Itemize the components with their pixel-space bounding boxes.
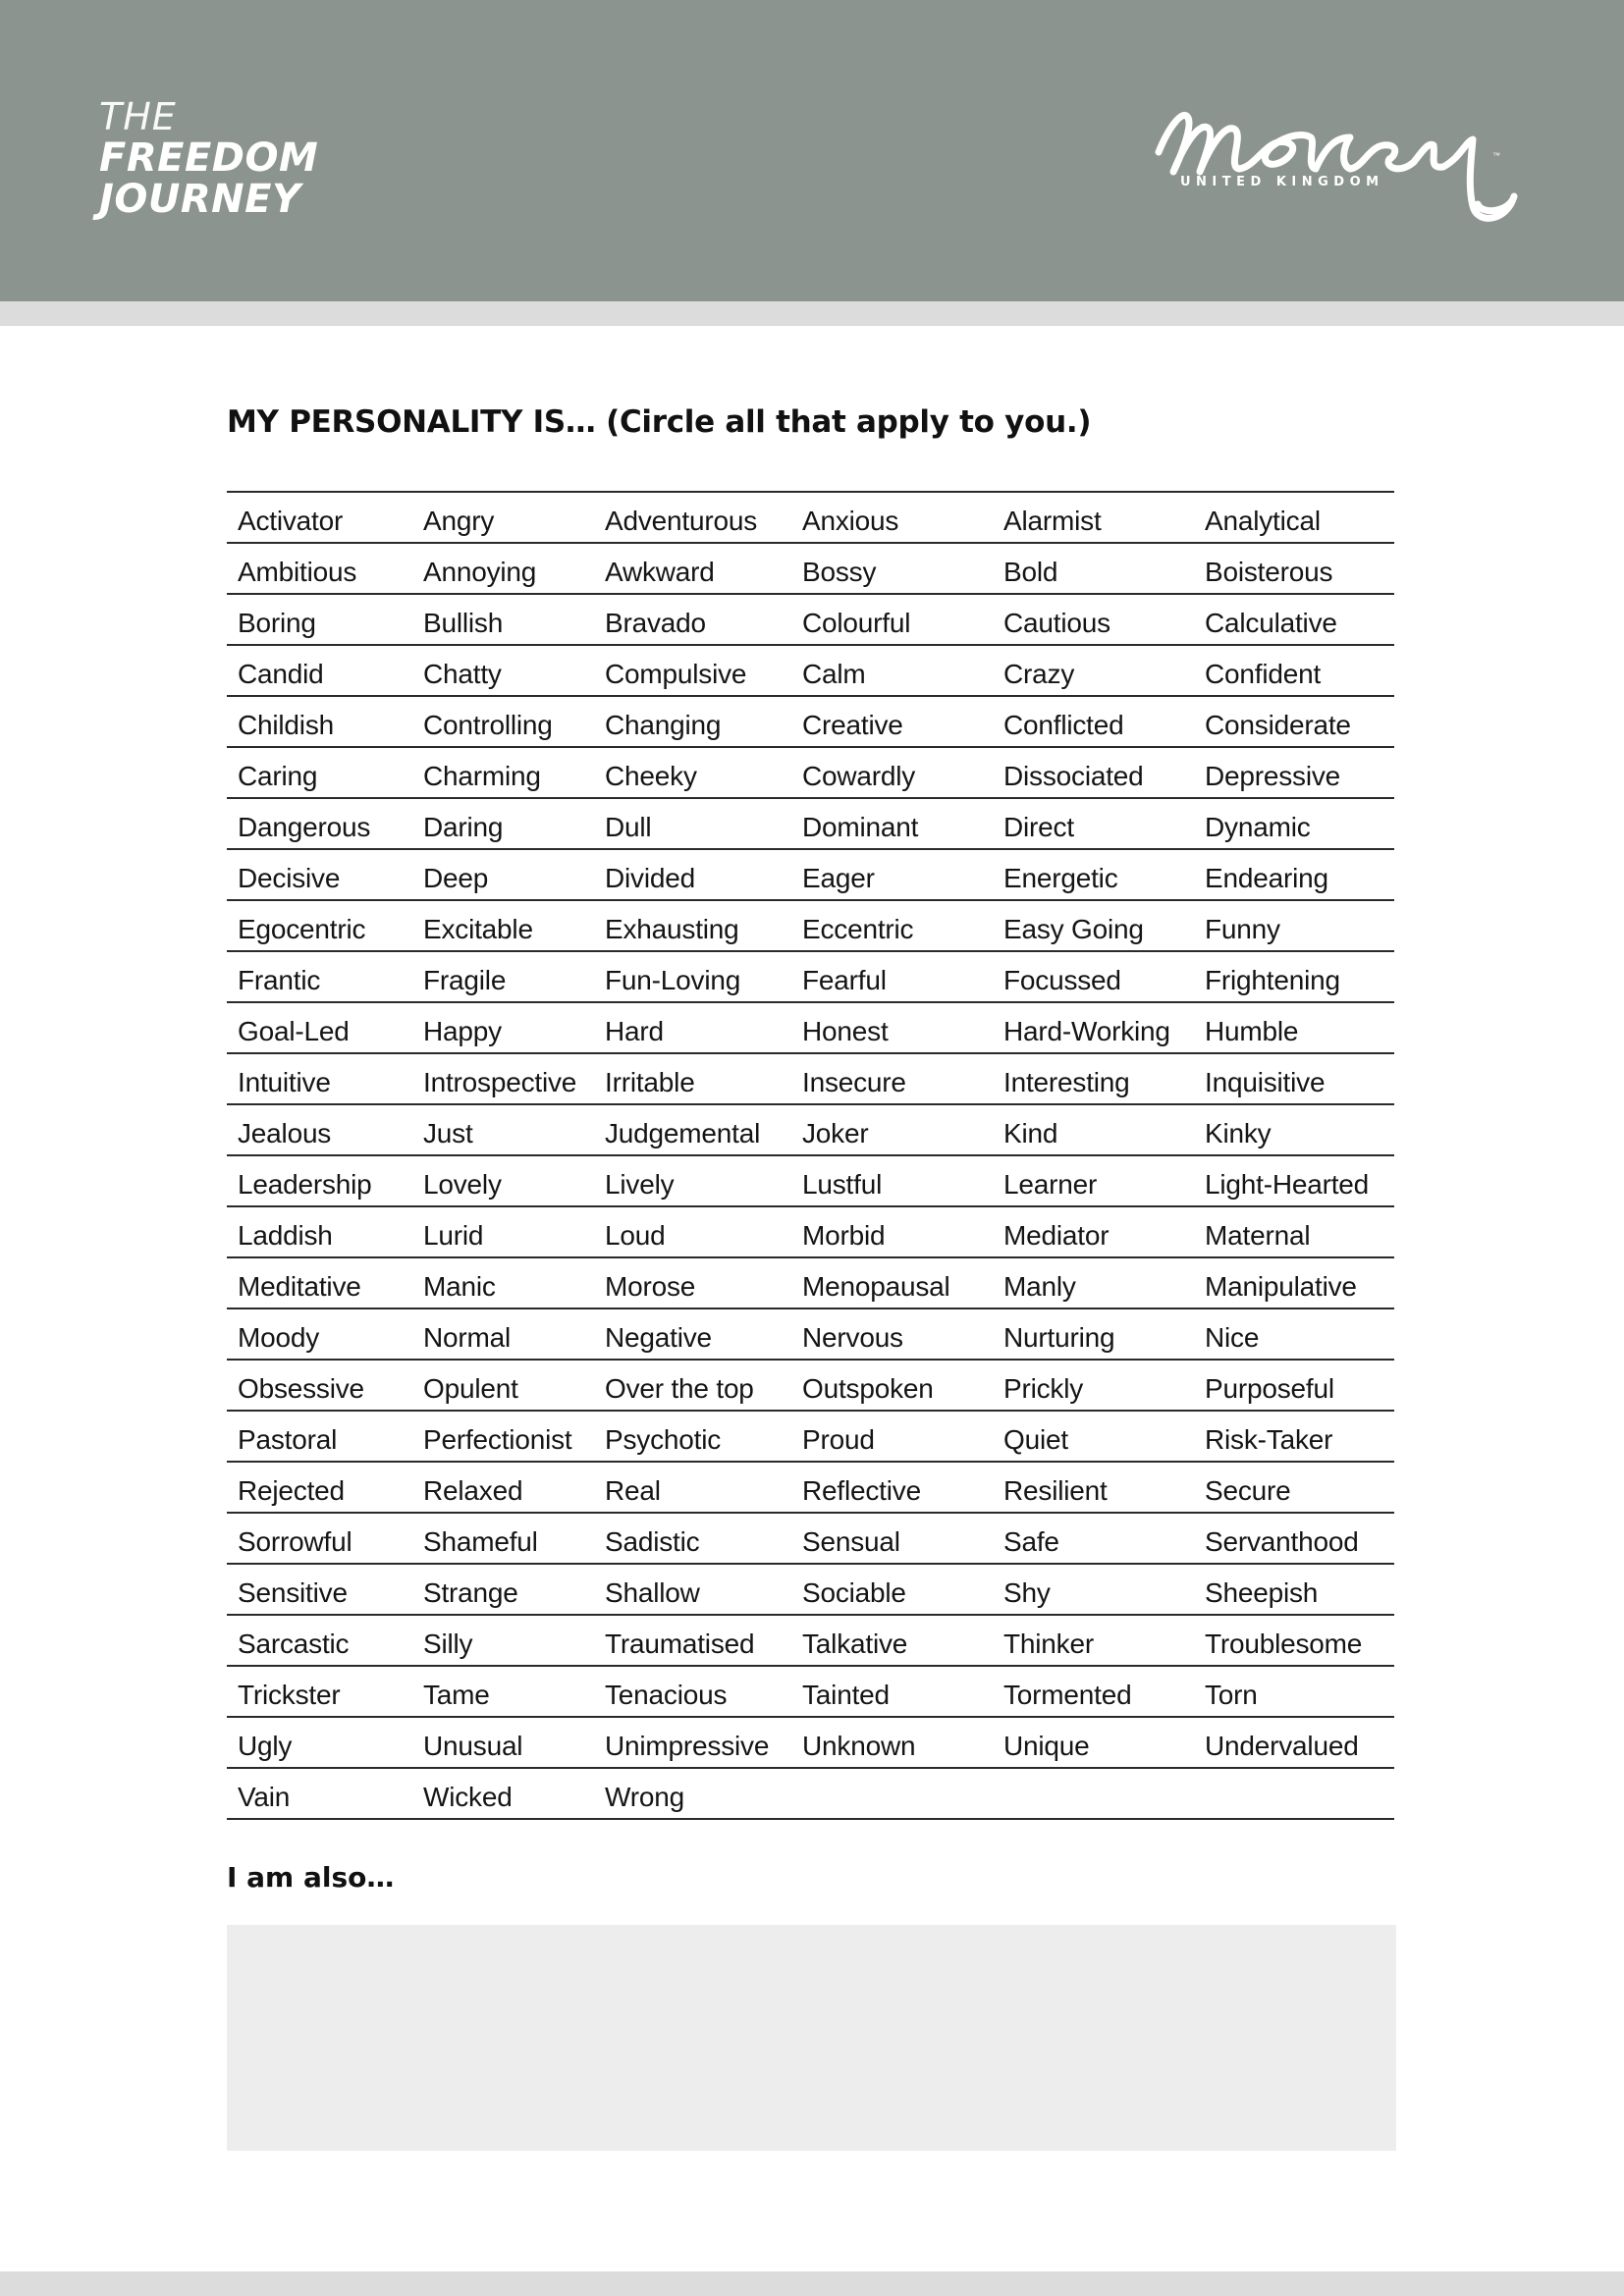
word-option[interactable]: Adventurous xyxy=(605,506,758,536)
word-row xyxy=(227,1054,1394,1105)
word-option[interactable]: Bravado xyxy=(605,608,706,638)
word-option[interactable]: Decisive xyxy=(238,863,341,893)
word-option[interactable]: Learner xyxy=(1003,1169,1098,1200)
word-row xyxy=(227,1412,1394,1463)
word-option[interactable]: Dissociated xyxy=(1003,761,1144,791)
word-option[interactable]: Troublesome xyxy=(1205,1629,1363,1659)
word-option[interactable]: Sorrowful xyxy=(238,1526,352,1557)
word-option[interactable]: Judgemental xyxy=(605,1118,761,1148)
word-option[interactable]: Nice xyxy=(1205,1322,1260,1353)
word-option[interactable]: Charming xyxy=(423,761,541,791)
mercy-logo xyxy=(1149,88,1542,236)
word-option[interactable]: Trickster xyxy=(238,1680,341,1710)
word-option[interactable]: Daring xyxy=(423,812,504,842)
word-option[interactable]: Kinky xyxy=(1205,1118,1272,1148)
word-option[interactable]: Frantic xyxy=(238,965,321,995)
word-option[interactable]: Hard-Working xyxy=(1003,1016,1170,1046)
word-option[interactable]: Jealous xyxy=(238,1118,332,1148)
word-option[interactable]: Fun-Loving xyxy=(605,965,741,995)
word-option[interactable]: Silly xyxy=(423,1629,473,1659)
word-option[interactable]: Tormented xyxy=(1003,1680,1132,1710)
word-option[interactable]: Intuitive xyxy=(238,1067,331,1097)
word-option[interactable]: Negative xyxy=(605,1322,712,1353)
word-row xyxy=(227,595,1394,646)
word-option[interactable]: Normal xyxy=(423,1322,512,1353)
word-option[interactable]: Hard xyxy=(605,1016,664,1046)
word-option[interactable]: Secure xyxy=(1205,1475,1291,1506)
word-option[interactable]: Eccentric xyxy=(802,914,914,944)
word-option[interactable]: Kind xyxy=(1003,1118,1058,1148)
word-option[interactable]: Sensitive xyxy=(238,1577,348,1608)
word-row xyxy=(227,1361,1394,1412)
word-option[interactable]: Conflicted xyxy=(1003,710,1124,740)
word-option[interactable]: Creative xyxy=(802,710,903,740)
word-option[interactable]: Rejected xyxy=(238,1475,345,1506)
word-option[interactable]: Childish xyxy=(238,710,334,740)
word-option[interactable]: Talkative xyxy=(802,1629,908,1659)
word-option[interactable]: Fragile xyxy=(423,965,507,995)
word-row xyxy=(227,1003,1394,1054)
word-option[interactable]: Sociable xyxy=(802,1577,906,1608)
word-option[interactable]: Analytical xyxy=(1205,506,1321,536)
word-option[interactable]: Mediator xyxy=(1003,1220,1110,1251)
word-option[interactable]: Strange xyxy=(423,1577,518,1608)
word-option[interactable]: Meditative xyxy=(238,1271,361,1302)
word-row xyxy=(227,850,1394,901)
word-option[interactable]: Changing xyxy=(605,710,722,740)
word-option[interactable]: Funny xyxy=(1205,914,1280,944)
word-option[interactable]: Tame xyxy=(423,1680,490,1710)
word-option[interactable]: Loud xyxy=(605,1220,666,1251)
word-option[interactable]: Chatty xyxy=(423,659,502,689)
word-option[interactable]: Dominant xyxy=(802,812,919,842)
word-option[interactable]: Shallow xyxy=(605,1577,700,1608)
word-option[interactable]: Considerate xyxy=(1205,710,1351,740)
word-option[interactable]: Sheepish xyxy=(1205,1577,1319,1608)
word-row xyxy=(227,1565,1394,1616)
word-option[interactable]: Safe xyxy=(1003,1526,1059,1557)
word-option[interactable]: Deep xyxy=(423,863,489,893)
word-option[interactable]: Quiet xyxy=(1003,1424,1068,1455)
word-option[interactable]: Candid xyxy=(238,659,324,689)
word-option[interactable]: Just xyxy=(423,1118,473,1148)
word-option[interactable]: Maternal xyxy=(1205,1220,1311,1251)
word-option[interactable]: Egocentric xyxy=(238,914,366,944)
word-option[interactable]: Torn xyxy=(1205,1680,1258,1710)
word-option[interactable]: Morose xyxy=(605,1271,696,1302)
word-option[interactable]: Activator xyxy=(238,506,344,536)
word-option[interactable]: Boisterous xyxy=(1205,557,1333,587)
word-option[interactable]: Bullish xyxy=(423,608,504,638)
word-row xyxy=(227,1718,1394,1769)
word-option[interactable]: Wicked xyxy=(423,1782,513,1812)
also-label: I am also… xyxy=(227,1861,395,1894)
word-option[interactable]: Bossy xyxy=(802,557,877,587)
word-option[interactable]: Energetic xyxy=(1003,863,1118,893)
word-row xyxy=(227,1105,1394,1156)
word-option[interactable]: Fearful xyxy=(802,965,887,995)
word-option[interactable]: Nervous xyxy=(802,1322,903,1353)
word-option[interactable]: Interesting xyxy=(1003,1067,1130,1097)
word-option[interactable]: Compulsive xyxy=(605,659,747,689)
word-option[interactable]: Servanthood xyxy=(1205,1526,1359,1557)
logo-subtitle: UNITED KINGDOM xyxy=(1180,175,1384,189)
word-option[interactable]: Shameful xyxy=(423,1526,538,1557)
word-row xyxy=(227,1258,1394,1309)
word-row xyxy=(227,493,1394,544)
word-option[interactable]: Bold xyxy=(1003,557,1058,587)
word-row xyxy=(227,1207,1394,1258)
word-option[interactable]: Relaxed xyxy=(423,1475,523,1506)
word-row xyxy=(227,697,1394,748)
word-option[interactable]: Direct xyxy=(1003,812,1074,842)
word-option[interactable]: Confident xyxy=(1205,659,1322,689)
word-option[interactable]: Angry xyxy=(423,506,495,536)
trademark-mark: ™ xyxy=(1492,151,1500,160)
worksheet-title: MY PERSONALITY IS… (Circle all that apply to you.) xyxy=(227,404,1092,440)
word-option[interactable]: Moody xyxy=(238,1322,320,1353)
word-option[interactable]: Lovely xyxy=(423,1169,502,1200)
word-option[interactable]: Unique xyxy=(1003,1731,1090,1761)
word-option[interactable]: Psychotic xyxy=(605,1424,722,1455)
word-option[interactable]: Dangerous xyxy=(238,812,371,842)
word-option[interactable]: Ugly xyxy=(238,1731,293,1761)
word-option[interactable]: Manic xyxy=(423,1271,496,1302)
word-option[interactable]: Manipulative xyxy=(1205,1271,1357,1302)
word-option[interactable]: Colourful xyxy=(802,608,911,638)
word-option[interactable]: Outspoken xyxy=(802,1373,934,1404)
word-option[interactable]: Proud xyxy=(802,1424,875,1455)
word-row xyxy=(227,1769,1394,1820)
word-option[interactable]: Calm xyxy=(802,659,866,689)
word-option[interactable]: Cowardly xyxy=(802,761,916,791)
word-option[interactable]: Resilient xyxy=(1003,1475,1108,1506)
word-option[interactable]: Exhausting xyxy=(605,914,739,944)
word-option[interactable]: Joker xyxy=(802,1118,869,1148)
word-option[interactable]: Annoying xyxy=(423,557,537,587)
word-option[interactable]: Eager xyxy=(802,863,875,893)
word-option[interactable]: Tainted xyxy=(802,1680,890,1710)
word-option[interactable]: Sarcastic xyxy=(238,1629,350,1659)
word-option[interactable]: Frightening xyxy=(1205,965,1340,995)
word-option[interactable]: Awkward xyxy=(605,557,715,587)
word-option[interactable]: Irritable xyxy=(605,1067,695,1097)
word-option[interactable]: Sadistic xyxy=(605,1526,700,1557)
word-option[interactable]: Crazy xyxy=(1003,659,1075,689)
word-option[interactable]: Calculative xyxy=(1205,608,1337,638)
word-option[interactable]: Introspective xyxy=(423,1067,577,1097)
word-option[interactable]: Over the top xyxy=(605,1373,754,1404)
word-option[interactable]: Lustful xyxy=(802,1169,883,1200)
word-option[interactable]: Boring xyxy=(238,608,316,638)
word-option[interactable]: Dynamic xyxy=(1205,812,1311,842)
word-option[interactable]: Insecure xyxy=(802,1067,906,1097)
word-option[interactable]: Happy xyxy=(423,1016,502,1046)
word-option[interactable]: Wrong xyxy=(605,1782,684,1812)
word-option[interactable]: Dull xyxy=(605,812,652,842)
word-option[interactable]: Anxious xyxy=(802,506,899,536)
word-option[interactable]: Traumatised xyxy=(605,1629,755,1659)
word-option[interactable]: Thinker xyxy=(1003,1629,1094,1659)
word-option[interactable]: Reflective xyxy=(802,1475,921,1506)
word-option[interactable]: Depressive xyxy=(1205,761,1341,791)
word-option[interactable]: Leadership xyxy=(238,1169,372,1200)
word-option[interactable]: Manly xyxy=(1003,1271,1076,1302)
word-option[interactable]: Undervalued xyxy=(1205,1731,1359,1761)
word-row xyxy=(227,1309,1394,1361)
word-option xyxy=(993,1813,1194,1818)
word-option[interactable]: Light-Hearted xyxy=(1205,1169,1370,1200)
word-option[interactable]: Easy Going xyxy=(1003,914,1144,944)
brand-line-3: JOURNEY xyxy=(99,177,301,222)
footer-strip xyxy=(0,2271,1624,2296)
word-option[interactable]: Perfectionist xyxy=(423,1424,572,1455)
word-row xyxy=(227,952,1394,1003)
word-option[interactable]: Sensual xyxy=(802,1526,900,1557)
word-option[interactable]: Purposeful xyxy=(1205,1373,1334,1404)
word-row xyxy=(227,748,1394,799)
word-option[interactable]: Obsessive xyxy=(238,1373,364,1404)
word-row xyxy=(227,1156,1394,1207)
word-option[interactable]: Unimpressive xyxy=(605,1731,770,1761)
word-option[interactable]: Shy xyxy=(1003,1577,1051,1608)
header-divider-strip xyxy=(0,301,1624,326)
word-option[interactable]: Tenacious xyxy=(605,1680,728,1710)
word-row xyxy=(227,1463,1394,1514)
word-option xyxy=(791,1813,993,1818)
word-option[interactable]: Cautious xyxy=(1003,608,1110,638)
word-option[interactable]: Morbid xyxy=(802,1220,886,1251)
word-row xyxy=(227,544,1394,595)
word-option[interactable]: Caring xyxy=(238,761,318,791)
word-option[interactable]: Cheeky xyxy=(605,761,697,791)
word-option[interactable]: Focussed xyxy=(1003,965,1121,995)
word-option[interactable]: Menopausal xyxy=(802,1271,950,1302)
word-option[interactable]: Inquisitive xyxy=(1205,1067,1326,1097)
word-row xyxy=(227,1514,1394,1565)
word-option[interactable]: Vain xyxy=(238,1782,291,1812)
word-option[interactable]: Endearing xyxy=(1205,863,1328,893)
word-row xyxy=(227,799,1394,850)
word-option[interactable]: Prickly xyxy=(1003,1373,1084,1404)
also-writing-area[interactable] xyxy=(227,1925,1396,2151)
word-option[interactable]: Controlling xyxy=(423,710,553,740)
word-row xyxy=(227,901,1394,952)
word-option[interactable]: Unusual xyxy=(423,1731,523,1761)
word-option[interactable]: Divided xyxy=(605,863,695,893)
word-option[interactable]: Risk-Taker xyxy=(1205,1424,1333,1455)
word-option[interactable]: Humble xyxy=(1205,1016,1299,1046)
word-option[interactable]: Alarmist xyxy=(1003,506,1102,536)
word-option[interactable]: Lurid xyxy=(423,1220,484,1251)
word-option[interactable]: Unknown xyxy=(802,1731,916,1761)
word-row xyxy=(227,1667,1394,1718)
word-option[interactable]: Ambitious xyxy=(238,557,357,587)
brand-line-1: THE xyxy=(99,95,177,138)
personality-word-grid xyxy=(227,491,1394,1820)
word-option[interactable]: Opulent xyxy=(423,1373,518,1404)
word-option[interactable]: Goal-Led xyxy=(238,1016,350,1046)
word-option[interactable]: Excitable xyxy=(423,914,533,944)
word-option[interactable]: Honest xyxy=(802,1016,889,1046)
brand-line-2: FREEDOM xyxy=(99,135,319,181)
word-row xyxy=(227,1616,1394,1667)
word-option xyxy=(1194,1813,1384,1818)
word-option[interactable]: Real xyxy=(605,1475,661,1506)
word-row xyxy=(227,646,1394,697)
word-option[interactable]: Lively xyxy=(605,1169,675,1200)
word-option[interactable]: Pastoral xyxy=(238,1424,338,1455)
word-option[interactable]: Nurturing xyxy=(1003,1322,1115,1353)
word-option[interactable]: Laddish xyxy=(238,1220,333,1251)
freedom-journey-wordmark xyxy=(99,96,318,220)
